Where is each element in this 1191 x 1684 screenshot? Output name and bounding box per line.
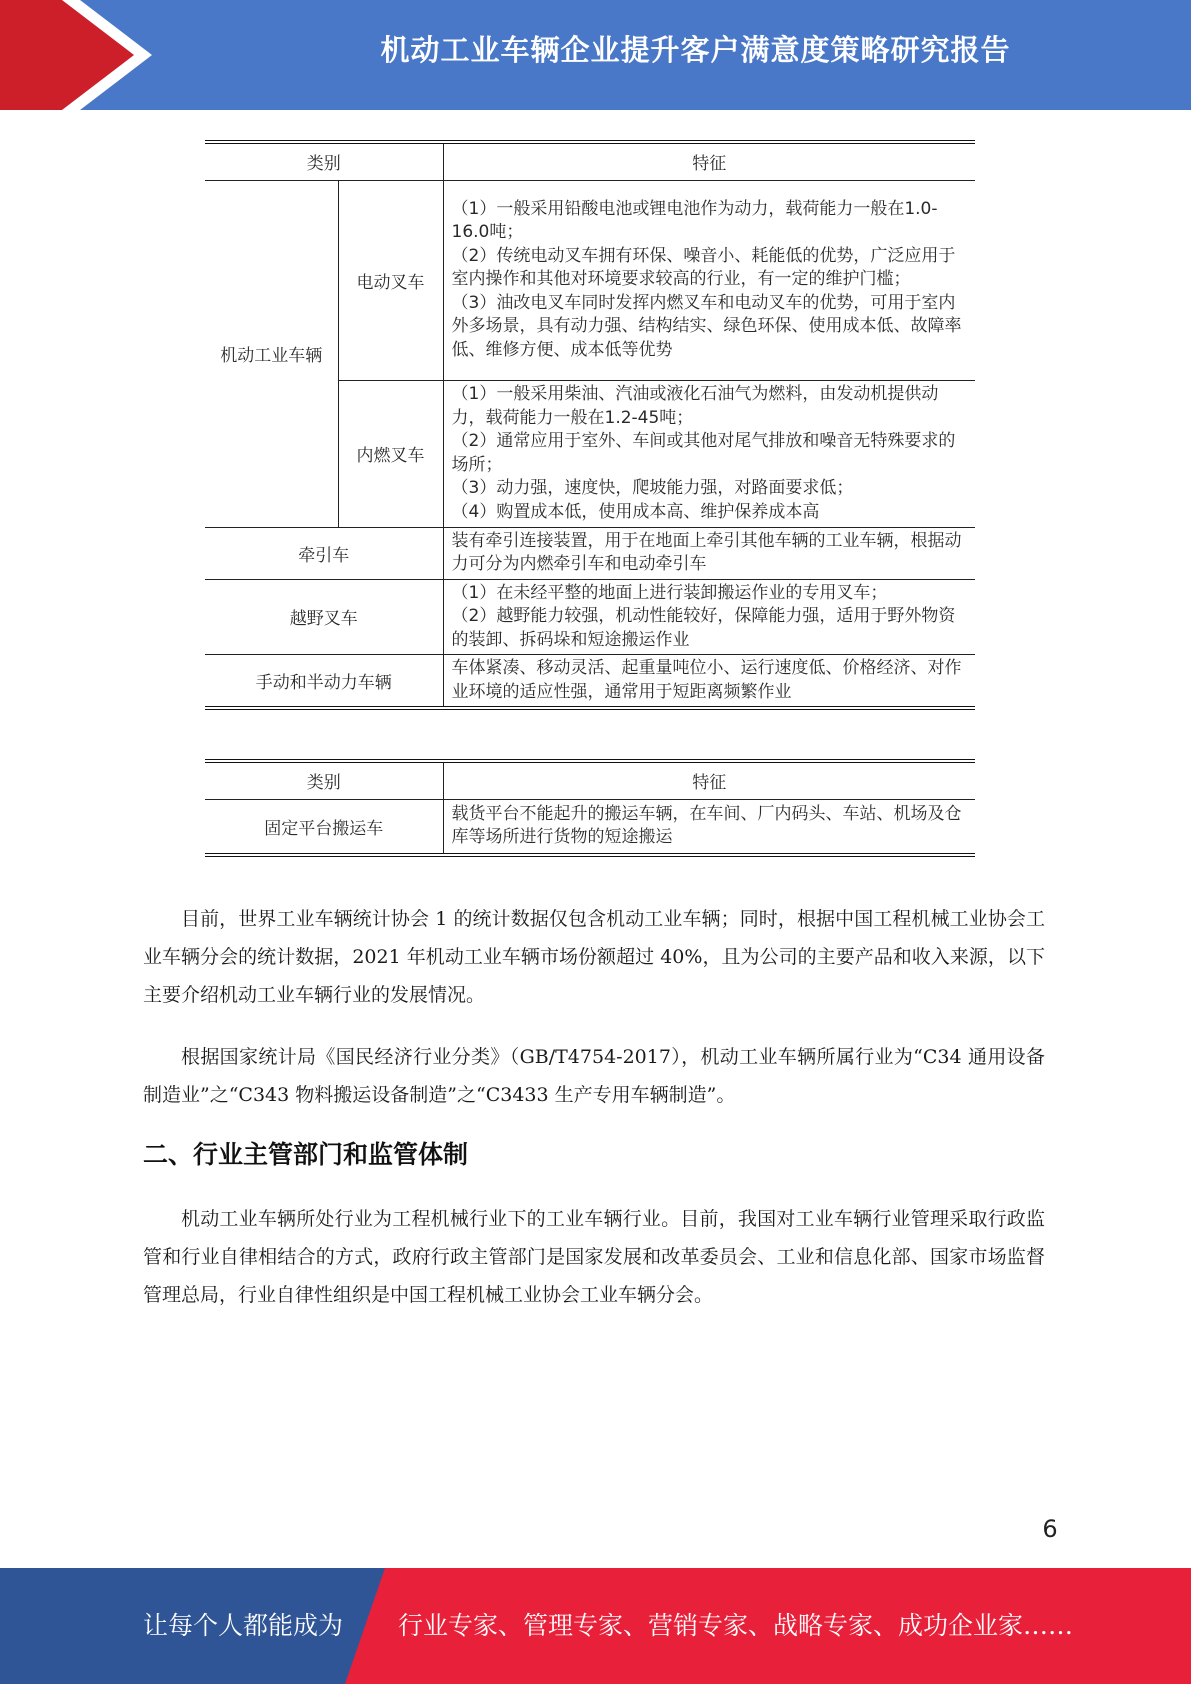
table-row [205,799,975,855]
feature-cell-combustion [443,380,975,527]
footer-slogan-right: 行业专家、管理专家、营销专家、战略专家、成功企业家…… [398,1611,1074,1640]
category-cell-tractor: 牵引车 [205,527,443,579]
page-header [0,0,1191,110]
vehicle-category-table [205,140,975,710]
table-row [205,180,975,380]
platform-vehicle-table [205,759,975,857]
feature-cell-offroad [443,579,975,655]
feature-line: （2）传统电动叉车拥有环保、噪音小、耗能低的优势，广泛应用于室内操作和其他对环境要求较高的行业，有一定的维护门槛； [451,245,956,290]
feature-line: （4）购置成本低，使用成本高、维护保养成本高 [451,501,820,522]
table-row [205,579,975,655]
feature-cell-platform: 载货平台不能起升的搬运车辆，在车间、厂内码头、车站、机场及仓库等场所进行货物的短途搬运 [443,799,975,855]
group-cell-motor-vehicles: 机动工业车辆 [205,180,338,527]
column-header-category: 类别 [205,761,443,799]
feature-line: （1）在未经平整的地面上进行装卸搬运作业的专用叉车； [451,582,888,603]
feature-line: （3）油改电叉车同时发挥内燃叉车和电动叉车的优势，可用于室内外多场景，具有动力强、结构结实、绿色环保、使用成本低、故障率低、维修方便、成本低等优势 [451,292,962,360]
category-cell-platform: 固定平台搬运车 [205,799,443,855]
feature-cell-manual: 车体紧凑、移动灵活、起重量吨位小、运行速度低、价格经济、对作业环境的适应性强，通常用于短距离频繁作业 [443,655,975,709]
category-cell-electric: 电动叉车 [338,180,443,380]
feature-cell-tractor: 装有牵引连接装置，用于在地面上牵引其他车辆的工业车辆，根据动力可分为内燃牵引车和电动牵引车 [443,527,975,579]
feature-line: （1）一般采用铅酸电池或锂电池作为动力，载荷能力一般在1.0-16.0吨； [451,198,938,243]
body-paragraph: 机动工业车辆所处行业为工程机械行业下的工业车辆行业。目前，我国对工业车辆行业管理采取行政监管和行业自律相结合的方式，政府行政主管部门是国家发展和改革委员会、工业和信息化部、国家市场监督管理总局，行业自律性组织是中国工程机械工业协会工业车辆分会。 [143,1208,1045,1306]
category-cell-manual: 手动和半动力车辆 [205,655,443,709]
table-row [205,527,975,579]
report-title: 机动工业车辆企业提升客户满意度策略研究报告 [380,33,1011,67]
table-row [205,655,975,709]
feature-line: （1）一般采用柴油、汽油或液化石油气为燃料，由发动机提供动力，载荷能力一般在1.2-45吨； [451,384,939,428]
page-number: 6 [1042,1515,1058,1543]
table-header-row [205,142,975,180]
column-header-feature: 特征 [443,142,975,180]
body-paragraph: 目前，世界工业车辆统计协会 1 的统计数据仅包含机动工业车辆；同时，根据中国工程机械工业协会工业车辆分会的统计数据，2021 年机动工业车辆市场份额超过 40%，且为公司的主要产品和收入来源，以下主要介绍机动工业车辆行业的发展情况。 [143,908,1045,1006]
feature-line: （2）越野能力较强，机动性能较好，保障能力强，适用于野外物资的装卸、拆码垛和短途搬运作业 [451,606,956,650]
footer-slogan-left: 让每个人都能成为 [143,1611,344,1640]
body-paragraph: 根据国家统计局《国民经济行业分类》（GB/T4754-2017），机动工业车辆所属行业为“C34 通用设备制造业”之“C343 物料搬运设备制造”之“C3433 生产专用车辆制造”。 [143,1046,1045,1106]
feature-line: （2）通常应用于室外、车间或其他对尾气排放和噪音无特殊要求的场所； [451,431,956,475]
page-footer [0,1568,1191,1684]
column-header-category: 类别 [205,142,443,180]
category-cell-combustion: 内燃叉车 [338,380,443,527]
column-header-feature: 特征 [443,761,975,799]
table-header-row [205,761,975,799]
feature-cell-electric [443,180,975,380]
category-cell-offroad: 越野叉车 [205,579,443,655]
feature-line: （3）动力强，速度快，爬坡能力强，对路面要求低； [451,478,854,498]
section-heading: 二、行业主管部门和监管体制 [143,1140,469,1169]
